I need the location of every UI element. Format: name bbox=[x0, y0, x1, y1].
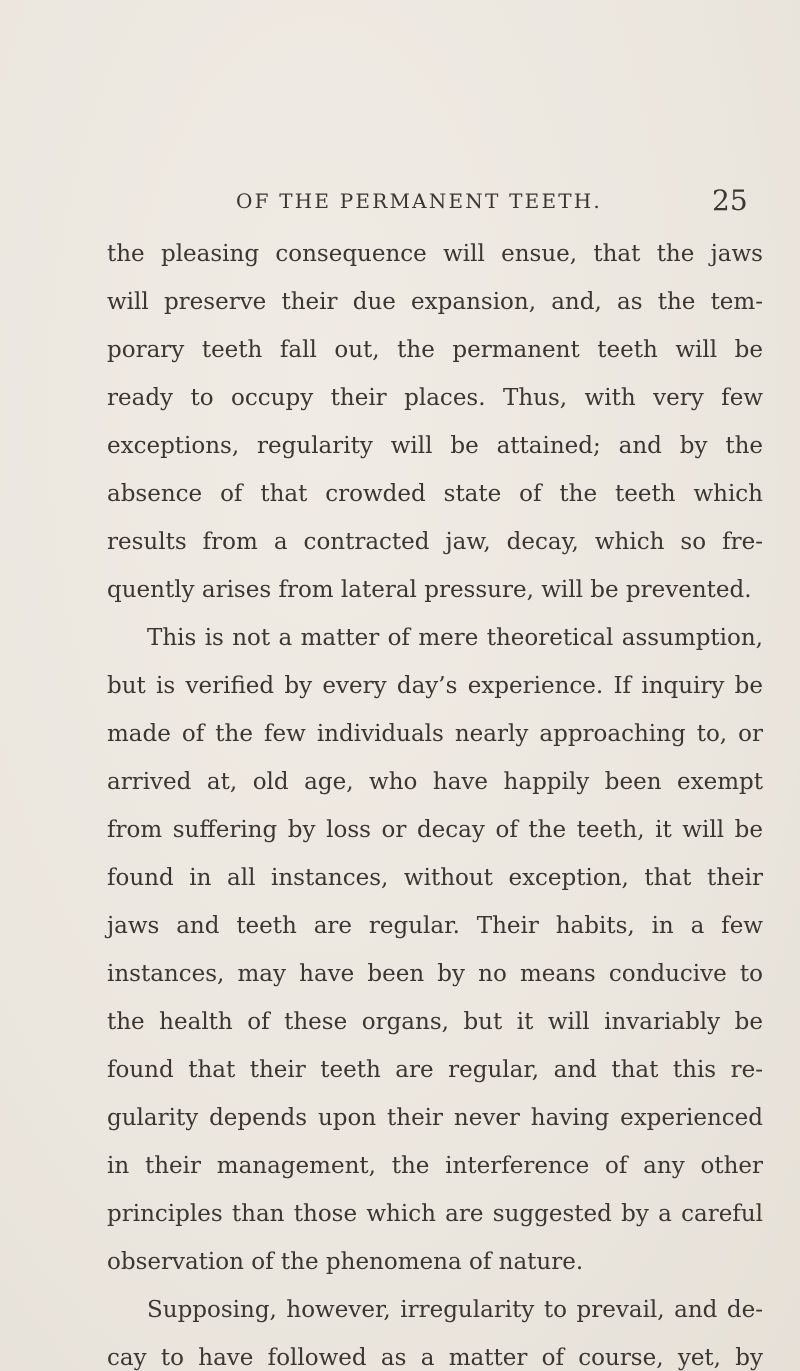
text-line: cay to have followed as a matter of course, yet, by bbox=[107, 1345, 763, 1371]
text-line: made of the few individuals nearly approaching to, or bbox=[107, 721, 763, 747]
text-line: arrived at, old age, who have happily been exempt bbox=[107, 769, 763, 795]
text-line: jaws and teeth are regular. Their habits, in a few bbox=[107, 913, 763, 939]
text-line: but is verified by every day’s experience. If inquiry be bbox=[107, 673, 763, 699]
text-line: absence of that crowded state of the teeth which bbox=[107, 481, 763, 507]
text-line: porary teeth fall out, the permanent teeth will be bbox=[107, 337, 763, 363]
text-line: instances, may have been by no means conducive to bbox=[107, 961, 763, 987]
text-line: gularity depends upon their never having experienced bbox=[107, 1105, 763, 1131]
text-line: This is not a matter of mere theoretical assumption, bbox=[147, 625, 763, 651]
text-line: will preserve their due expansion, and, as the tem- bbox=[107, 289, 763, 315]
text-line: found in all instances, without exception, that their bbox=[107, 865, 763, 891]
text-line: exceptions, regularity will be attained; and by the bbox=[107, 433, 763, 459]
text-line: observation of the phenomena of nature. bbox=[107, 1249, 584, 1275]
running-head bbox=[0, 186, 800, 216]
text-line: quently arises from lateral pressure, will be prevented. bbox=[107, 577, 752, 603]
text-line: in their management, the interference of any other bbox=[107, 1153, 763, 1179]
text-line: principles than those which are suggested by a careful bbox=[107, 1201, 763, 1227]
text-line: from suffering by loss or decay of the teeth, it will be bbox=[107, 817, 763, 843]
page-number: 25 bbox=[712, 184, 748, 217]
text-line: Supposing, however, irregularity to prevail, and de- bbox=[147, 1297, 763, 1323]
text-line: results from a contracted jaw, decay, which so fre- bbox=[107, 529, 763, 555]
running-title: OF THE PERMANENT TEETH. bbox=[236, 189, 602, 213]
text-line: found that their teeth are regular, and that this re- bbox=[107, 1057, 763, 1083]
text-line: ready to occupy their places. Thus, with very few bbox=[107, 385, 763, 411]
text-line: the pleasing consequence will ensue, that the jaws bbox=[107, 241, 763, 267]
text-line: the health of these organs, but it will invariably be bbox=[107, 1009, 763, 1035]
